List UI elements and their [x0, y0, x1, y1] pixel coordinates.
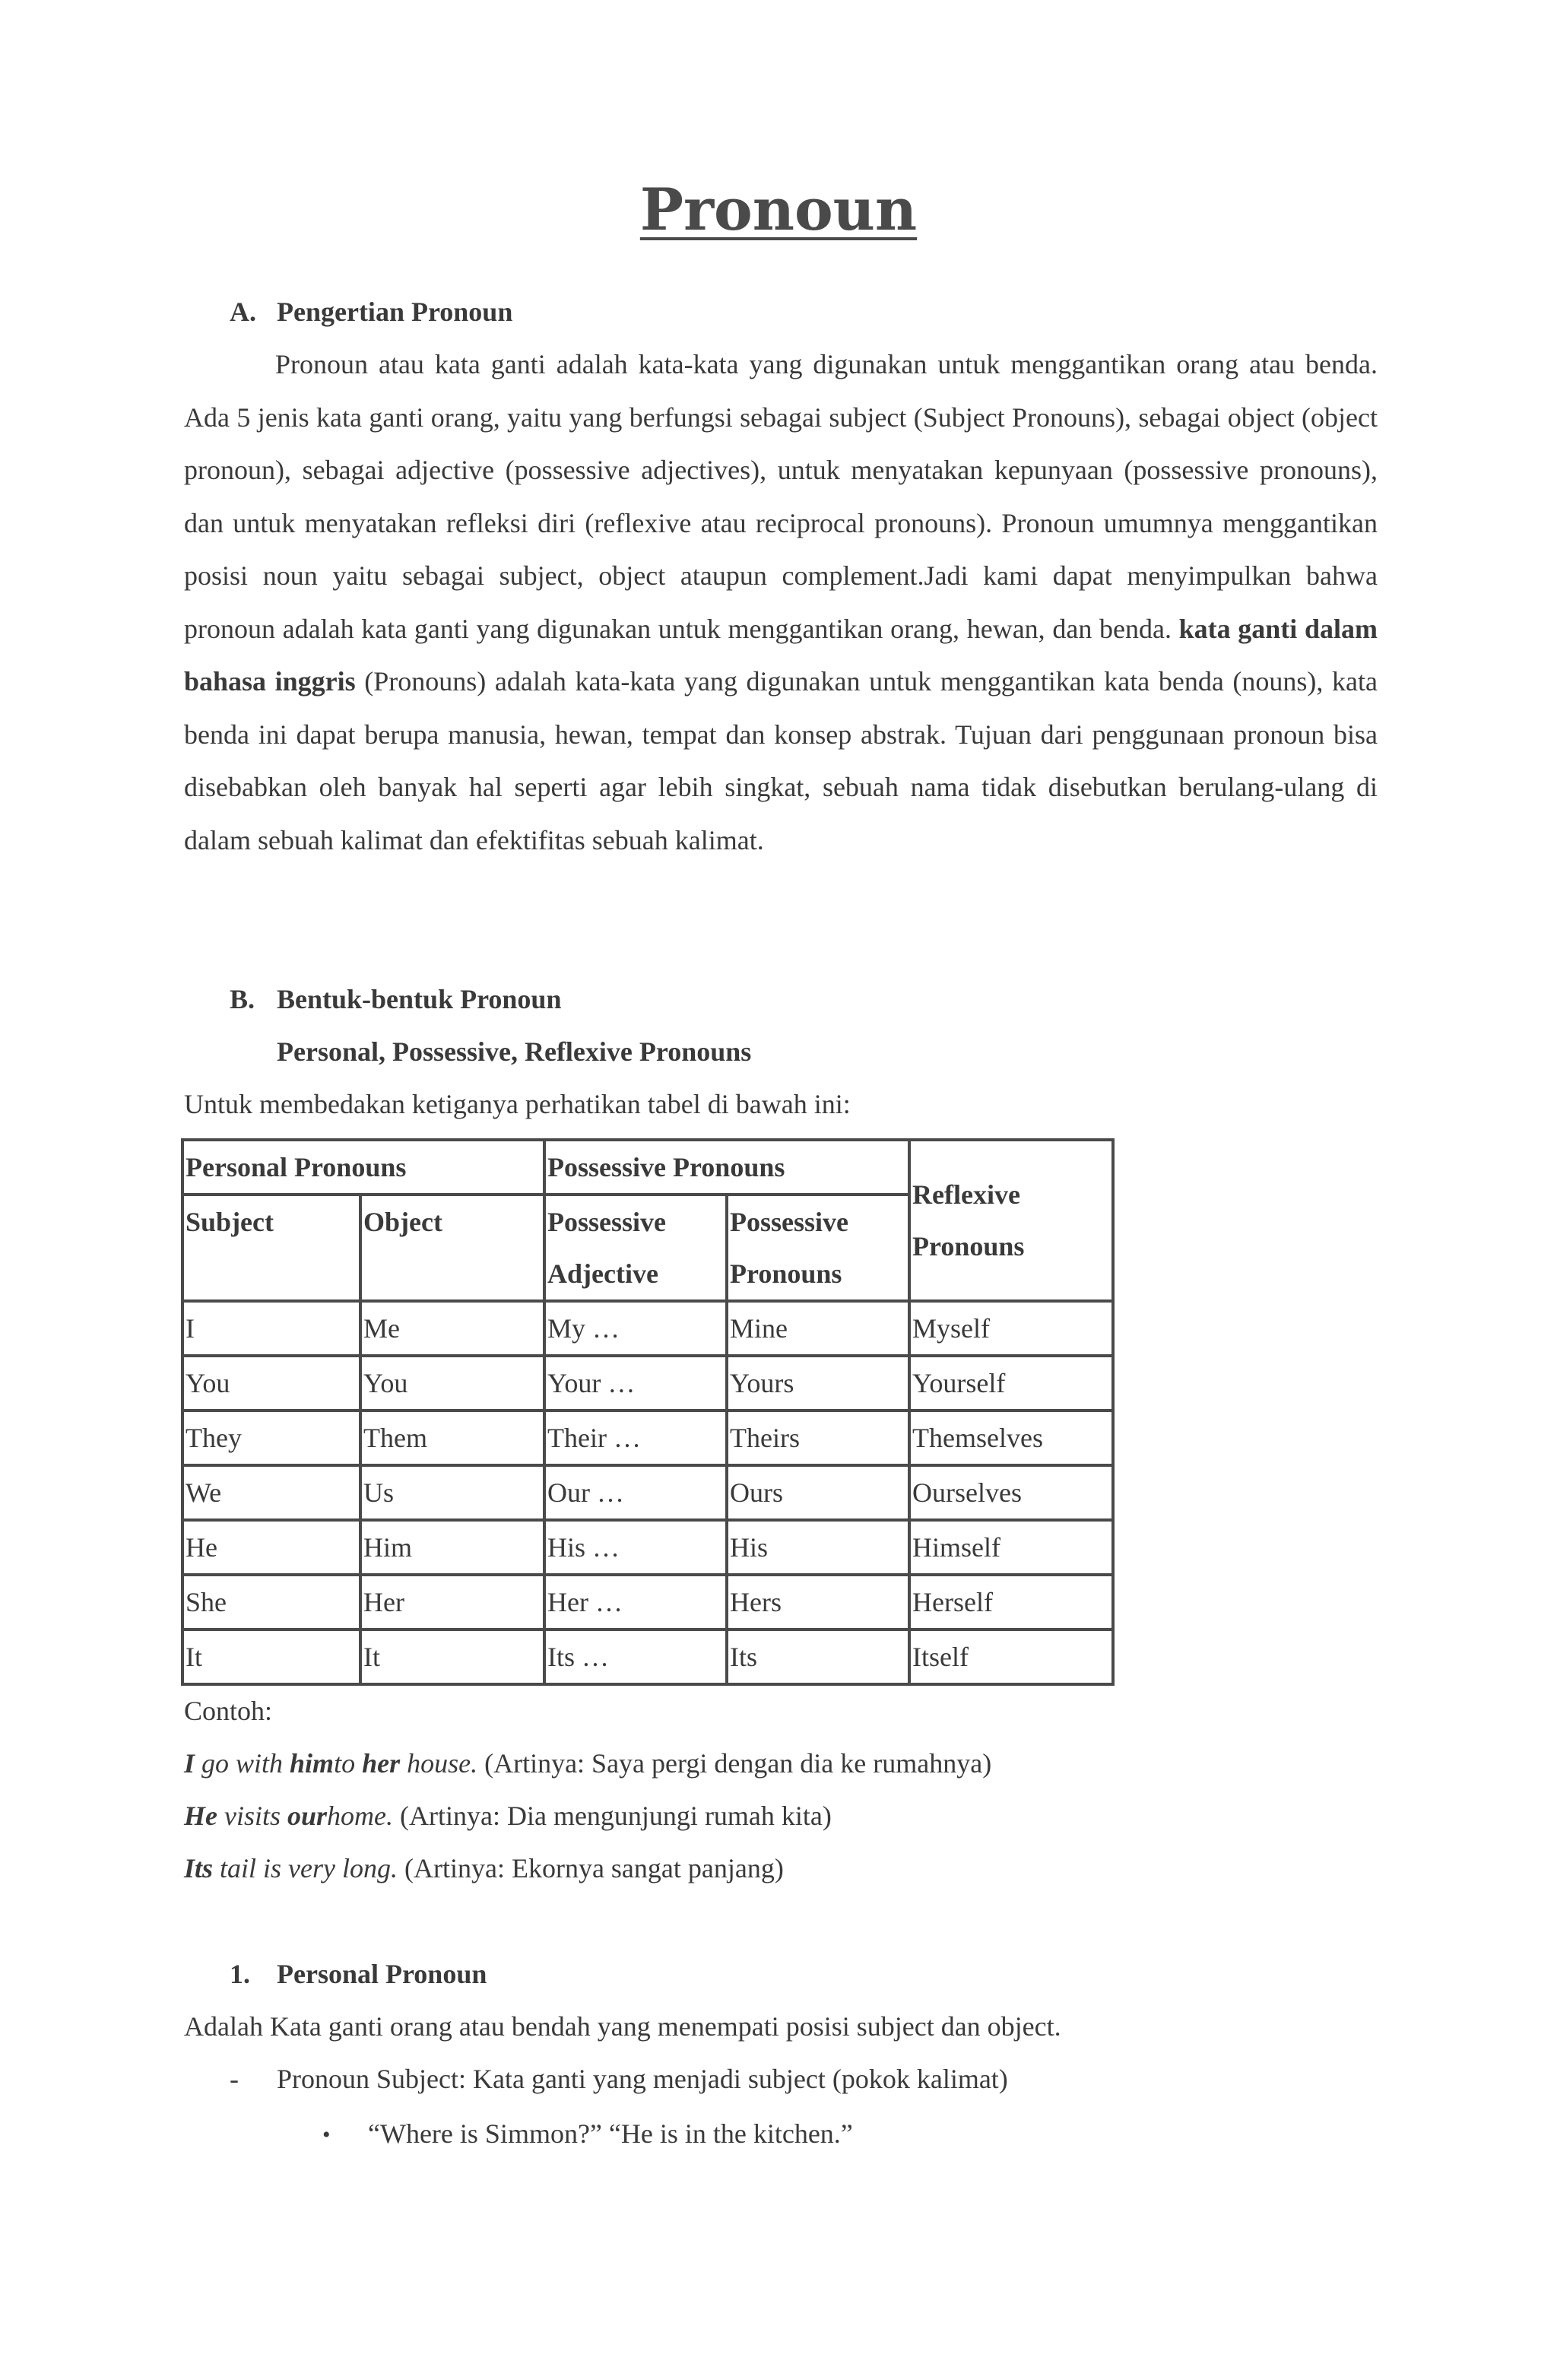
- cell-object: Him: [360, 1520, 544, 1575]
- cell-possessive-pronoun: Theirs: [727, 1411, 909, 1465]
- header-possessive-pronouns: Possessive Pronouns: [544, 1140, 909, 1195]
- page-title: Pronoun: [639, 176, 918, 243]
- table-row: [182, 1301, 1113, 1356]
- cell-possessive-adjective: Our …: [544, 1465, 727, 1520]
- section-a-marker: A.: [230, 297, 256, 327]
- table-row: [182, 1465, 1113, 1520]
- section-1-heading: [230, 1959, 487, 1989]
- cell-reflexive: Yourself: [909, 1356, 1113, 1411]
- cell-object: Them: [360, 1411, 544, 1465]
- header-possessive-pronoun: Possessive Pronouns: [727, 1195, 909, 1301]
- header-possessive-adjective: Possessive Adjective: [544, 1195, 727, 1301]
- cell-subject: You: [182, 1356, 360, 1411]
- cell-possessive-pronoun: Its: [727, 1630, 909, 1684]
- table-row: [182, 1575, 1113, 1630]
- cell-possessive-pronoun: Mine: [727, 1301, 909, 1356]
- cell-reflexive: Ourselves: [909, 1465, 1113, 1520]
- cell-subject: I: [182, 1301, 360, 1356]
- section-a-heading: [230, 297, 512, 327]
- cell-possessive-pronoun: Hers: [727, 1575, 909, 1630]
- section-1-title: Personal Pronoun: [277, 1959, 487, 1989]
- cell-subject: She: [182, 1575, 360, 1630]
- table-row: [182, 1630, 1113, 1684]
- cell-reflexive: Myself: [909, 1301, 1113, 1356]
- pronoun-table: [181, 1138, 1115, 1686]
- cell-possessive-adjective: His …: [544, 1520, 727, 1575]
- cell-reflexive: Itself: [909, 1630, 1113, 1684]
- header-personal-pronouns: Personal Pronouns: [182, 1140, 544, 1195]
- table-row: [182, 1356, 1113, 1411]
- example-3: Its tail is very long. (Artinya: Ekornya sangat panjang): [184, 1853, 784, 1883]
- dash-marker: -: [230, 2064, 239, 2094]
- example-1: I go with himto her house. (Artinya: Saya pergi dengan dia ke rumahnya): [184, 1748, 992, 1779]
- section-b-title: Bentuk-bentuk Pronoun: [277, 984, 562, 1014]
- cell-subject: He: [182, 1520, 360, 1575]
- cell-object: Me: [360, 1301, 544, 1356]
- cell-possessive-adjective: Her …: [544, 1575, 727, 1630]
- table-intro: Untuk membedakan ketiganya perhatikan tabel di bawah ini:: [184, 1089, 851, 1119]
- cell-object: It: [360, 1630, 544, 1684]
- section-1-definition: Adalah Kata ganti orang atau bendah yang menempati posisi subject dan object.: [184, 2011, 1061, 2042]
- dash-item: Pronoun Subject: Kata ganti yang menjadi subject (pokok kalimat): [277, 2064, 1008, 2094]
- section-b-heading: [230, 984, 561, 1014]
- section-1-marker: 1.: [230, 1959, 250, 1989]
- cell-reflexive: Herself: [909, 1575, 1113, 1630]
- section-b-marker: B.: [230, 984, 255, 1014]
- cell-object: Us: [360, 1465, 544, 1520]
- cell-reflexive: Themselves: [909, 1411, 1113, 1465]
- table-row: [182, 1411, 1113, 1465]
- cell-possessive-pronoun: Ours: [727, 1465, 909, 1520]
- cell-subject: It: [182, 1630, 360, 1684]
- header-object: Object: [360, 1195, 544, 1301]
- cell-object: You: [360, 1356, 544, 1411]
- cell-possessive-adjective: Their …: [544, 1411, 727, 1465]
- header-subject: Subject: [182, 1195, 360, 1301]
- cell-object: Her: [360, 1575, 544, 1630]
- example-2: He visits ourhome. (Artinya: Dia mengunjungi rumah kita): [184, 1801, 832, 1831]
- cell-possessive-pronoun: Yours: [727, 1356, 909, 1411]
- cell-possessive-adjective: Its …: [544, 1630, 727, 1684]
- section-a-paragraph: Pronoun atau kata ganti adalah kata-kata yang digunakan untuk menggantikan orang atau benda. Ada 5 jenis kata ganti orang, yaitu yang berfungsi sebagai subject (Subject Pronouns), sebagai object (object pronoun), sebagai adjective (possessive adjectives), untuk menyatakan kepunyaan (possessive pronouns), dan untuk menyatakan refleksi diri (reflexive atau reciprocal pronouns). Pronoun umumnya menggantikan posisi noun yaitu sebagai subject, object ataupun complement.Jadi kami dapat menyimpulkan bahwa pronoun adalah kata ganti yang digunakan untuk menggantikan orang, hewan, dan benda. kata ganti dalam bahasa inggris (Pronouns) adalah kata-kata yang digunakan untuk menggantikan kata benda (nouns), kata benda ini dapat berupa manusia, hewan, tempat dan konsep abstrak. Tujuan dari penggunaan pronoun bisa disebabkan oleh banyak hal seperti agar lebih singkat, sebuah nama tidak disebutkan berulang-ulang di dalam sebuah kalimat dan efektifitas sebuah kalimat.: [184, 349, 1378, 855]
- cell-possessive-adjective: Your …: [544, 1356, 727, 1411]
- table-header-row: [182, 1140, 1113, 1195]
- bullet-item: “Where is Simmon?” “He is in the kitchen.”: [368, 2118, 853, 2149]
- section-b-subheading: Personal, Possessive, Reflexive Pronouns: [277, 1036, 752, 1067]
- bullet-marker: •: [322, 2122, 331, 2147]
- cell-possessive-adjective: My …: [544, 1301, 727, 1356]
- section-a-title: Pengertian Pronoun: [277, 297, 513, 327]
- header-reflexive-pronouns: Reflexive Pronouns: [909, 1140, 1113, 1301]
- cell-subject: They: [182, 1411, 360, 1465]
- cell-subject: We: [182, 1465, 360, 1520]
- bold-phrase: kata ganti dalam bahasa inggris: [184, 613, 1378, 697]
- examples-label: Contoh:: [184, 1696, 273, 1726]
- cell-reflexive: Himself: [909, 1520, 1113, 1575]
- cell-possessive-pronoun: His: [727, 1520, 909, 1575]
- table-row: [182, 1520, 1113, 1575]
